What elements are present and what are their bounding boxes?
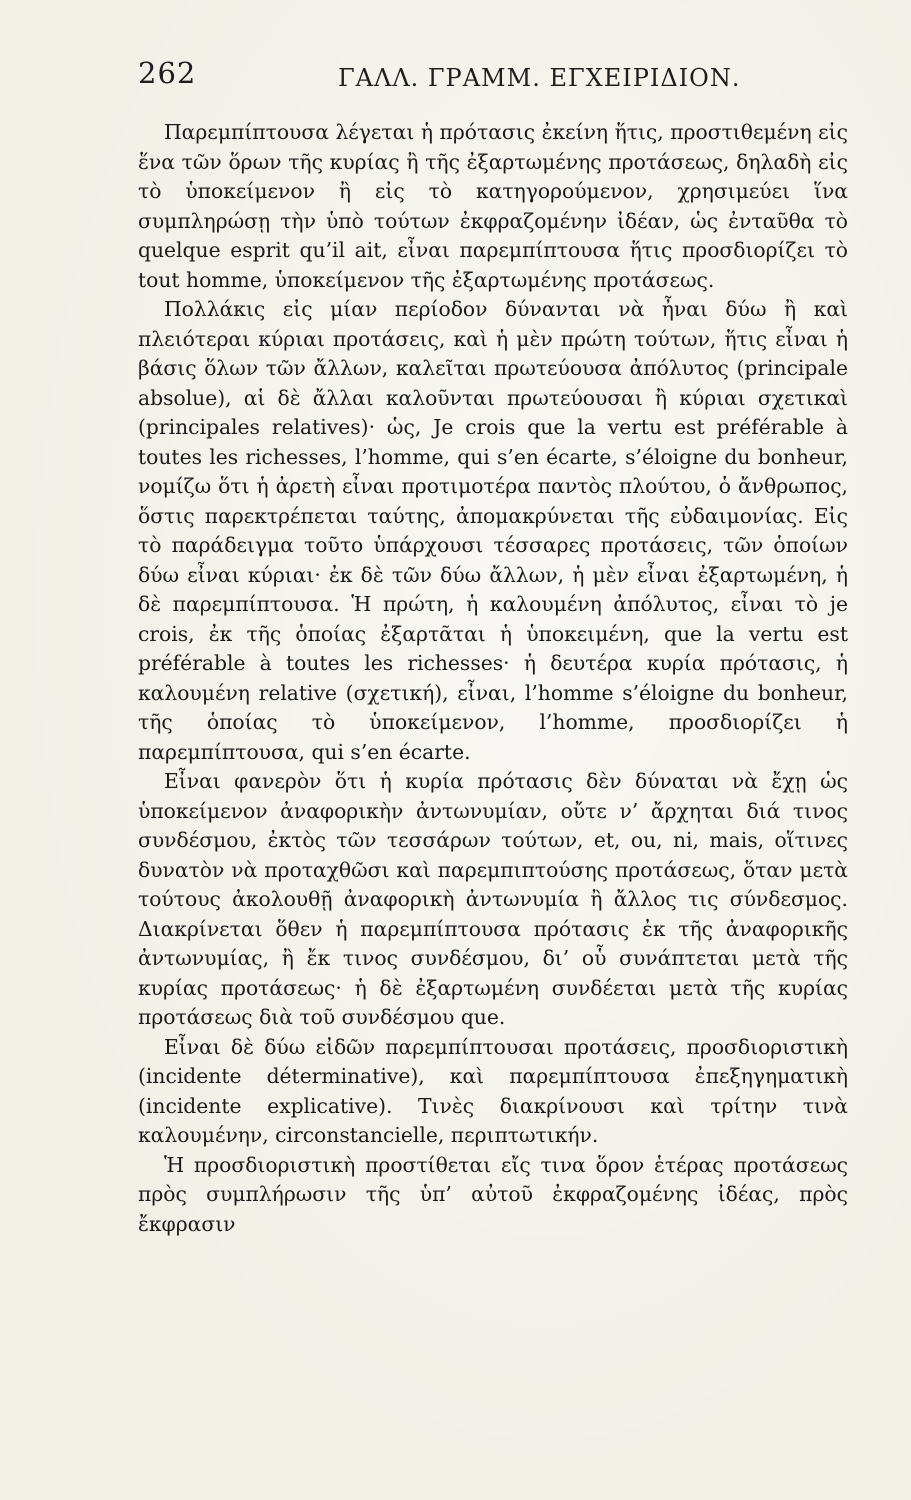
page-number: 262 <box>138 56 197 90</box>
running-title: ΓΑΛΛ. ΓΡΑΜΜ. ΕΓΧΕΙΡΙΔΙΟΝ. <box>338 64 741 92</box>
paragraph-incidental-clause: Παρεμπίπτουσα λέγεται ἡ πρότασις ἐκείνη ἥτις, προστιθεμένη εἰς ἕνα τῶν ὅρων τῆς κυρίας ἢ τῆς ἐξαρτωμένης προτάσεως, δηλαδὴ εἰς τὸ ὑποκείμενον ἢ εἰς τὸ κατηγορούμενον, χρησιμεύει ἵνα συμπληρώσῃ τὴν ὑπὸ τούτων ἐκφραζομένην ἰδέαν, ὡς ἐνταῦθα τὸ quelque esprit qu’il ait, εἶναι παρεμπίπτουσα ἥτις προσδιορίζει τὸ tout homme, ὑποκείμενον τῆς ἐξαρτωμένης προτάσεως. <box>138 120 848 292</box>
body-text <box>138 118 848 1239</box>
running-head <box>138 52 848 112</box>
paragraph-kinds-of-incidentals: Εἶναι δὲ δύω εἰδῶν παρεμπίπτουσαι προτάσεις, προσδιοριστικὴ (incidente déterminative), καὶ παρεμπίπτουσα ἐπεξηγηματικὴ (incidente explicative). Τινὲς διακρίνουσι καὶ τρίτην τινὰ καλουμένην, circonstancielle, περιπτωτικήν. <box>138 1034 848 1147</box>
paragraph-main-clause-rules: Εἶναι φανερὸν ὅτι ἡ κυρία πρότασις δὲν δύναται νὰ ἔχῃ ὡς ὑποκείμενον ἀναφορικὴν ἀντωνυμίαν, οὔτε ν’ ἄρχηται διά τινος συνδέσμου, ἐκτὸς τῶν τεσσάρων τούτων, et, ou, ni, mais, οἵτινες δυνατὸν νὰ προταχθῶσι καὶ παρεμπιπτούσης προτάσεως, ὅταν μετὰ τούτους ἀκολουθῇ ἀναφορικὴ ἀντωνυμία ἢ ἄλλος τις σύνδεσμος. Διακρίνεται ὅθεν ἡ παρεμπίπτουσα πρότασις ἐκ τῆς ἀναφορικῆς ἀντωνυμίας, ἢ ἔκ τινος συνδέσμου, δι’ οὗ συνάπτεται μετὰ τῆς κυρίας προτάσεως· ἡ δὲ ἐξαρτωμένη συνδέεται μετὰ τῆς κυρίας προτάσεως διὰ τοῦ συνδέσμου que. <box>138 769 848 1029</box>
paragraph-principal-clauses: Πολλάκις εἰς μίαν περίοδον δύνανται νὰ ἦναι δύω ἢ καὶ πλειότεραι κύριαι προτάσεις, καὶ ἡ μὲν πρώτη τούτων, ἥτις εἶναι ἡ βάσις ὅλων τῶν ἄλλων, καλεῖται πρωτεύουσα ἀπόλυτος (principale absolue), αἱ δὲ ἄλλαι καλοῦνται πρωτεύουσαι ἢ κύριαι σχετικαὶ (principales relatives)· ὡς, Je crois que la vertu est préférable à toutes les richesses, l’homme, qui s’en écarte, s’éloigne du bonheur, νομίζω ὅτι ἡ ἀρετὴ εἶναι προτιμοτέρα παντὸς πλούτου, ὁ ἄνθρωπος, ὅστις παρεκτρέπεται ταύτης, ἀπομακρύνεται τῆς εὐδαιμονίας. Εἰς τὸ παράδειγμα τοῦτο ὑπάρχουσι τέσσαρες προτάσεις, τῶν ὁποίων δύω εἶναι κύριαι· ἐκ δὲ τῶν δύω ἄλλων, ἡ μὲν εἶναι ἐξαρτωμένη, ἡ δὲ παρεμπίπτουσα. Ἡ πρώτη, ἡ καλουμένη ἀπόλυτος, εἶναι τὸ je crois, ἐκ τῆς ὁποίας ἐξαρτᾶται ἡ ὑποκειμένη, que la vertu est préférable à toutes les richesses· ἡ δευτέρα κυρία πρότασις, ἡ καλουμένη relative (σχετική), εἶναι, l’homme s’éloigne du bonheur, τῆς ὁποίας τὸ ὑποκείμενον, l’homme, προσδιορίζει ἡ παρεμπίπτουσα, qui s’en écarte. <box>138 297 848 764</box>
paragraph-determinative: Ἡ προσδιοριστικὴ προστίθεται εἴς τινα ὅρον ἑτέρας προτάσεως πρὸς συμπλήρωσιν τῆς ὑπ’ αὐτοῦ ἐκφραζομένης ἰδέας, πρὸς ἔκφρασιν <box>138 1152 848 1236</box>
